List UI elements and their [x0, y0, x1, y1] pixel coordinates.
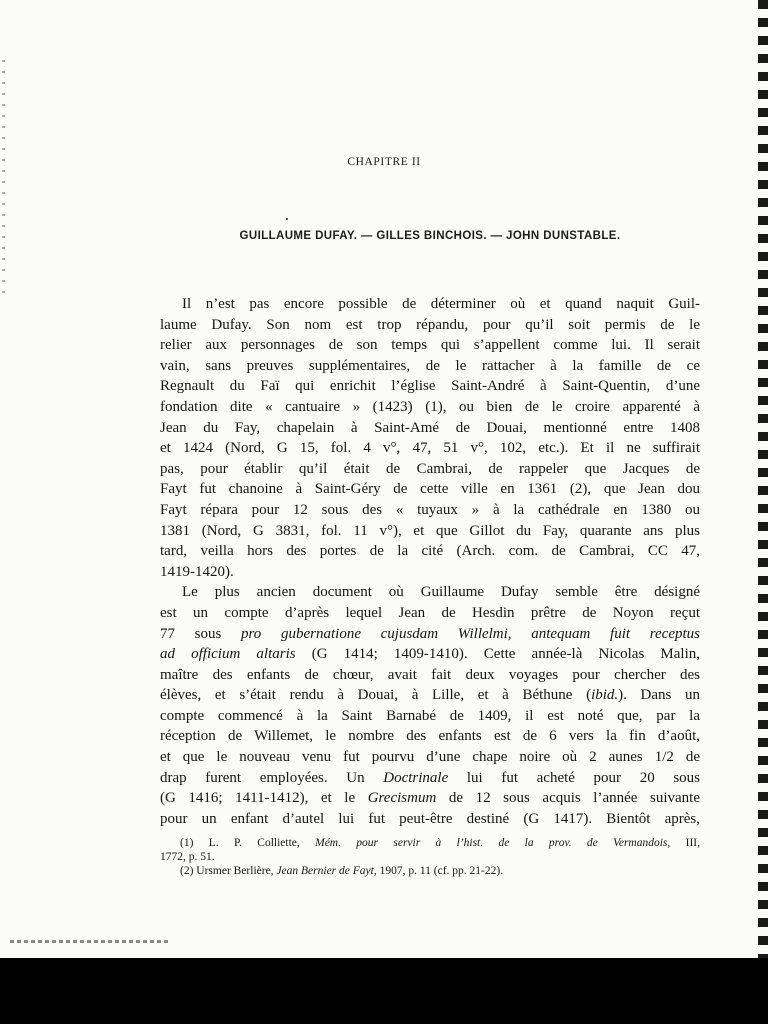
text-line: Il n’est pas encore possible de déterminer où et quand naquit Guil- — [182, 296, 700, 312]
book-title: Doctrinale — [383, 769, 449, 786]
text-line: Regnault du Faï qui enrichit l’église Saint-André à Saint-Quentin, d’une — [160, 378, 700, 395]
chapter-label: CHAPITRE II — [347, 156, 421, 168]
italic-ref: ibid. — [591, 687, 619, 704]
text-run: (2) Ursmer Berlière, — [180, 865, 277, 877]
footnote-1-continued: 1772, p. 51. — [160, 851, 215, 863]
scan-speckle — [2, 60, 5, 300]
text-line: relier aux personnages de son temps qui s’appellent comme lui. Il serait — [160, 337, 700, 354]
text-line: est un compte d’après lequel Jean de Hesdin prêtre de Noyon reçut — [160, 604, 700, 621]
text-line: Jean du Fay, chapelain à Saint-Amé de Douai, mentionné entre 1408 — [160, 419, 700, 436]
text-line — [160, 644, 700, 665]
text-run: ). Dans un — [618, 687, 700, 704]
text-line: vain, sans preuves supplémentaires, de le rattacher à la famille de ce — [160, 357, 700, 374]
text-line — [160, 685, 700, 706]
text-line: pour un enfant d’autel lui fut peut-être destiné (G 1417). Bientôt après, — [160, 810, 700, 827]
text-line: pas, pour établir qu’il était de Cambrai, de rappeler que Jacques de — [160, 460, 700, 477]
text-line — [160, 768, 700, 789]
text-line: 1419-1420). — [160, 563, 234, 580]
text-line — [160, 624, 700, 645]
scan-smudge — [10, 940, 170, 943]
text-line: et que le nouveau venu fut pourvu d’une chape noire où 2 aunes 1/2 de — [160, 749, 700, 766]
text-run: III, — [670, 837, 700, 849]
text-run: 77 sous — [160, 625, 242, 642]
book-title: Mém. pour servir à l’hist. de la prov. de Vermandois, — [315, 837, 671, 849]
text-line — [160, 788, 700, 809]
footnotes — [160, 836, 700, 878]
text-line: et 1424 (Nord, G 15, fol. 4 v°, 47, 51 v°, 102, etc.). Et il ne suffirait — [160, 440, 700, 457]
latin-quote: pro gubernatione cujusdam Willelmi, antequam fuit receptus — [241, 625, 700, 642]
book-title: Grecismum — [367, 790, 437, 807]
latin-quote: ad officium altaris — [160, 646, 296, 663]
text-run: élèves, et s’était rendu à Douai, à Lille, et à Béthune ( — [160, 687, 592, 704]
binding-edge — [758, 0, 768, 958]
text-line: Fayt répara pour 12 sous des « tuyaux » à la cathédrale en 1380 ou — [160, 501, 700, 518]
text-run: lui fut acheté pour 20 sous — [448, 769, 700, 786]
text-line: maître des enfants de chœur, avait fait deux voyages pour chercher des — [160, 666, 700, 683]
text-line: 1381 (Nord, G 3831, fol. 11 v°), et que Gillot du Fay, quarante ans plus — [160, 522, 700, 539]
scan-border — [0, 958, 768, 1024]
text-line: Le plus ancien document où Guillaume Dufay semble être désigné — [182, 584, 700, 601]
text-line: Fayt fut chanoine à Saint-Géry de cette ville en 1361 (2), que Jean dou — [160, 481, 700, 498]
book-title: Jean Bernier de Fayt, — [276, 865, 377, 877]
text-line: compte commencé à la Saint Barnabé de 1409, il est noté que, par la — [160, 707, 700, 724]
body-text — [160, 294, 700, 829]
text-run: 1907, p. 11 (cf. pp. 21-22). — [376, 865, 504, 877]
footnote-1 — [160, 836, 700, 850]
text-run: (G 1416; 1411-1412), et le — [160, 790, 368, 807]
text-run: de 12 sous acquis l’année suivante — [436, 790, 700, 807]
text-line: fondation dite « cantuaire » (1423) (1), ou bien de le croire apparenté à — [160, 398, 700, 415]
text-line: réception de Willemet, le nombre des enfants est de 6 vers la fin d’août, — [160, 728, 700, 745]
text-run: (G 1414; 1409-1410). Cette année-là Nicolas Malin, — [295, 646, 700, 663]
text-line: tard, veilla hors des portes de la cité (Arch. com. de Cambrai, CC 47, — [160, 543, 700, 560]
text-run: (1) L. P. Colliette, — [180, 837, 316, 849]
text-line: laume Dufay. Son nom est trop répandu, pour qu’il soit permis de le — [160, 316, 700, 333]
footnote-2 — [160, 864, 700, 878]
chapter-heading: GUILLAUME DUFAY. — GILLES BINCHOIS. — JOHN DUNSTABLE. — [239, 230, 621, 242]
text-run: drap furent employées. Un — [160, 769, 384, 786]
print-mark — [286, 218, 288, 220]
